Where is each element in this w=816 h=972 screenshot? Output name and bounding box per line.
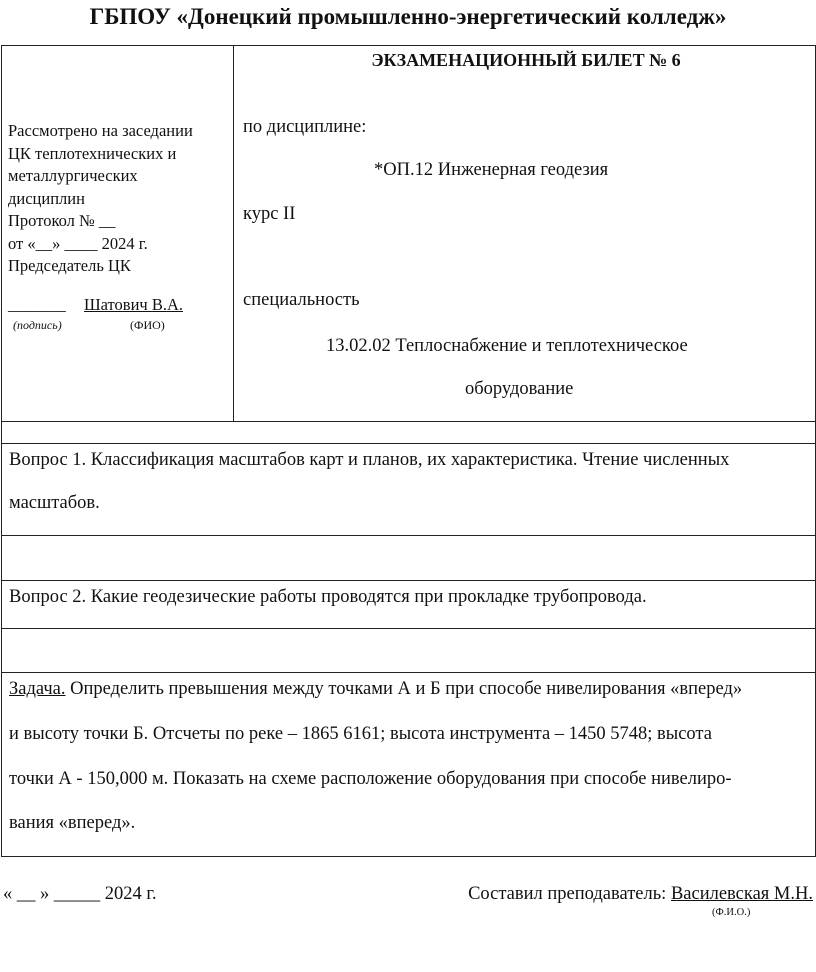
chair-label: Председатель ЦК — [8, 256, 131, 275]
compiled-label: Составил преподаватель: — [468, 884, 671, 904]
row-divider — [1, 628, 815, 629]
discipline-label: по дисциплине: — [243, 117, 367, 137]
approval-block — [8, 120, 193, 278]
row-divider — [1, 421, 815, 422]
signature-caption: (подпись) — [13, 318, 62, 332]
task-text: Определить превышения между точками А и Б при способе нивелирования «вперед» — [65, 679, 743, 699]
discipline-name: *ОП.12 Инженерная геодезия — [374, 160, 609, 180]
specialty-label: специальность — [243, 290, 360, 310]
teacher-name: Василевская М.Н. — [670, 884, 813, 904]
question-1: Вопрос 1. Классификация масштабов карт и планов, их характеристика. Чтение численных — [9, 450, 730, 470]
task-line: точки А - 150,000 м. Показать на схеме расположение оборудования при способе нивелиро- — [9, 769, 732, 789]
row-divider — [1, 443, 815, 444]
task-label: Задача. — [9, 679, 66, 699]
compiled-by — [468, 884, 813, 905]
teacher-caption: (Ф.И.О.) — [712, 907, 751, 918]
row-divider — [1, 672, 815, 673]
row-divider — [1, 580, 815, 581]
approval-line: дисциплин — [8, 188, 85, 208]
course: курс II — [243, 204, 296, 224]
task-line — [9, 679, 742, 700]
protocol-number: Протокол № __ — [8, 211, 116, 230]
task-line: и высоту точки Б. Отсчеты по реке – 1865 6161; высота инструмента – 1450 5748; высота — [9, 724, 712, 744]
chair-name: Шатович В.А. — [84, 295, 183, 314]
name-caption: (ФИО) — [130, 318, 165, 332]
footer-date: « __ » _____ 2024 г. — [3, 884, 157, 904]
task-line: вания «вперед». — [9, 813, 136, 833]
signature-blank: _______ — [8, 295, 66, 314]
approval-line: ЦК теплотехнических и — [8, 143, 177, 163]
approval-line: Рассмотрено на заседании — [8, 121, 193, 140]
row-divider — [1, 535, 815, 536]
college-title: ГБПОУ «Донецкий промышленно-энергетический колледж» — [89, 4, 727, 29]
specialty-line: оборудование — [465, 379, 574, 399]
question-2: Вопрос 2. Какие геодезические работы проводятся при прокладке трубопровода. — [9, 587, 647, 607]
protocol-date: от «__» ____ 2024 г. — [8, 233, 148, 253]
column-divider — [233, 45, 234, 422]
ticket-heading: ЭКЗАМЕНАЦИОННЫЙ БИЛЕТ № 6 — [371, 50, 681, 70]
approval-line: металлургических — [8, 166, 138, 185]
specialty-line: 13.02.02 Теплоснабжение и теплотехническое — [326, 336, 688, 356]
question-1-continuation: масштабов. — [9, 493, 100, 513]
